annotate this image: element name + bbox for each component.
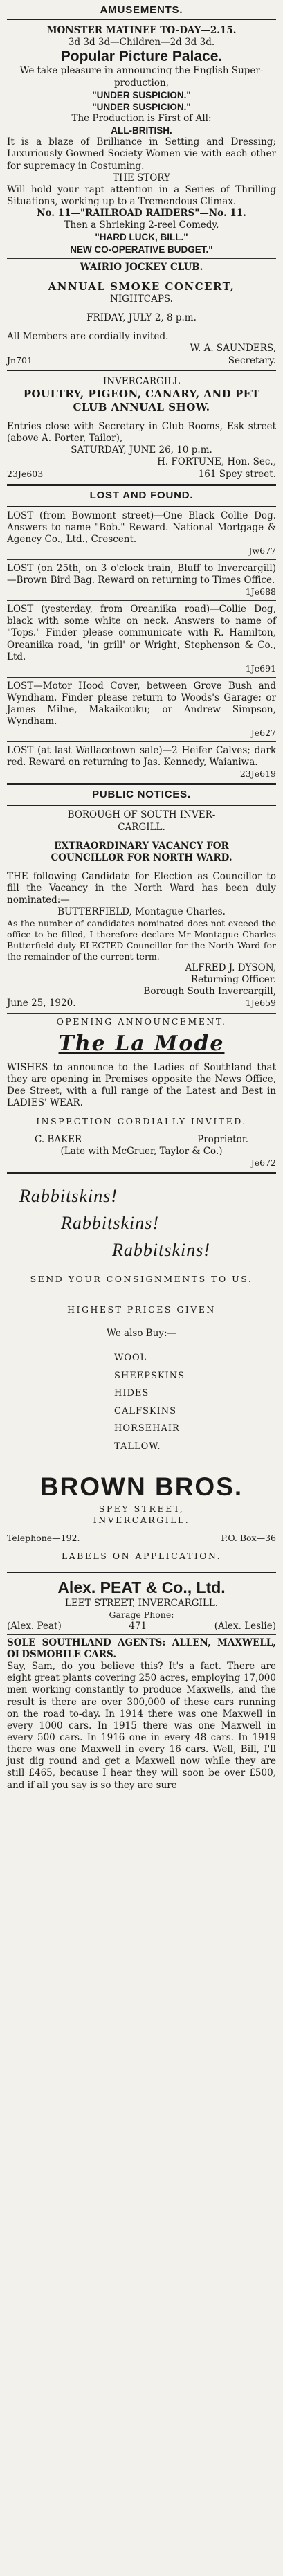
ref-code: Jw677 xyxy=(248,546,276,557)
goods-item: CALFSKINS xyxy=(114,1405,177,1416)
labels-line: LABELS ON APPLICATION. xyxy=(61,1550,222,1561)
opening-line: OPENING ANNOUNCEMENT. xyxy=(56,1016,227,1027)
goods-item: HIDES xyxy=(114,1388,149,1399)
divider xyxy=(7,258,276,259)
officer-place: Borough South Invercargill, xyxy=(143,986,276,998)
inspection-line: INSPECTION CORDIALLY INVITED. xyxy=(36,1116,247,1127)
ref-code: 1Je688 xyxy=(245,586,276,597)
rabbitskins-line: Rabbitskins! xyxy=(61,1213,159,1234)
proprietor-name: C. BAKER xyxy=(35,1133,82,1145)
firm-town: INVERCARGILL. xyxy=(93,1514,190,1525)
prices-line: HIGHEST PRICES GIVEN xyxy=(67,1304,216,1315)
firm-name: BROWN BROS. xyxy=(39,1472,244,1502)
first-line: The Production is First of All: xyxy=(71,113,212,125)
ref-code: Je627 xyxy=(250,728,276,739)
lost-item xyxy=(7,603,276,675)
divider xyxy=(7,1172,276,1174)
borough-name: BOROUGH OF SOUTH INVER- xyxy=(67,809,216,821)
goods-item: SHEEPSKINS xyxy=(114,1370,185,1381)
agents-line: SOLE SOUTHLAND AGENTS: ALLEN, MAXWELL, OLDSMOBILE CARS. xyxy=(7,1637,276,1661)
amusements-heading: AMUSEMENTS. xyxy=(100,4,183,16)
all-british: ALL-BRITISH. xyxy=(111,125,172,136)
secretary-name: H. FORTUNE, Hon. Sec., xyxy=(157,456,276,468)
film-title: "UNDER SUSPICION." xyxy=(92,89,191,100)
phone-number: 471 xyxy=(129,1620,147,1632)
entries-text: Entries close with Secretary in Club Rooms, Esk street (above A. Porter, Tailor), xyxy=(7,420,276,444)
goods-item: WOOL xyxy=(114,1353,147,1364)
vacancy-ward: COUNCILLOR FOR NORTH WARD. xyxy=(51,852,232,863)
goods-item: TALLOW. xyxy=(114,1441,161,1452)
concert-title: ANNUAL SMOKE CONCERT, xyxy=(48,280,235,293)
divider xyxy=(7,1572,276,1574)
public-notices-heading: PUBLIC NOTICES. xyxy=(92,789,191,801)
comedy-line: Then a Shrieking 2-reel Comedy, xyxy=(64,219,219,231)
matinee-prices: 3d 3d 3d—Children—2d 3d 3d. xyxy=(68,37,215,48)
firm-street: LEET STREET, INVERCARGILL. xyxy=(64,1597,219,1609)
divider xyxy=(7,677,276,678)
firm-box: P.O. Box—36 xyxy=(221,1532,276,1543)
goods-item: HORSEHAIR xyxy=(114,1423,180,1434)
divider xyxy=(7,505,276,507)
invite-text: All Members are cordially invited. xyxy=(7,331,169,343)
lost-item-text: LOST (yesterday, from Oreaniika road)—Collie Dog, black with some white on neck. Answers to name of "Tops." Finder please communicate with R. Hamilton, Oreaniika road, 'in grill' or Wright, Stephenson & Co., Ltd. xyxy=(7,604,276,663)
show-date: SATURDAY, JUNE 26, 10 p.m. xyxy=(71,444,212,456)
candidate-name: BUTTERFIELD, Montague Charles. xyxy=(57,906,226,918)
ref-code: 23Je603 xyxy=(7,468,44,479)
show-town: INVERCARGILL xyxy=(102,375,181,387)
notice-para: THE following Candidate for Election as Councillor to fill the Vacancy in the North Ward has been duly nominated:— xyxy=(7,870,276,906)
divider xyxy=(7,559,276,560)
divider xyxy=(7,600,276,601)
ref-code: 1Je659 xyxy=(245,998,276,1009)
proprietor-late: (Late with McGruer, Taylor & Co.) xyxy=(60,1146,223,1158)
picture-palace-ad xyxy=(7,24,276,256)
story-heading: THE STORY xyxy=(113,172,170,183)
divider xyxy=(7,741,276,742)
lost-found-heading: LOST AND FOUND. xyxy=(89,489,194,501)
phone-left: (Alex. Peat) xyxy=(7,1620,62,1632)
ref-code: Je672 xyxy=(250,1158,276,1169)
divider xyxy=(7,783,276,785)
firm-street: SPEY STREET, xyxy=(98,1504,185,1515)
blaze-text: It is a blaze of Brilliance in Setting and Dressing; Luxuriously Gowned Society Women vie with each other for supremacy in Costuming. xyxy=(7,136,276,172)
notice-date: June 25, 1920. xyxy=(7,998,76,1009)
shop-body: WISHES to announce to the Ladies of Southland that they are opening in Premises opposite the News Office, Dee Street, with a full range of the Latest and Best in LADIES' WEAR. xyxy=(7,1061,276,1108)
show-title: POULTRY, PIGEON, CANARY, AND PET CLUB ANNUAL SHOW. xyxy=(23,387,260,413)
la-mode-ad xyxy=(7,1016,276,1170)
matinee-line: MONSTER MATINEE TO-DAY—2.15. xyxy=(46,25,237,37)
concert-place: NIGHTCAPS. xyxy=(110,294,173,305)
wairio-ad xyxy=(7,261,276,368)
rabbitskins-line: Rabbitskins! xyxy=(112,1240,210,1261)
buy-line: We also Buy:— xyxy=(106,1327,177,1339)
divider xyxy=(7,1013,276,1014)
peat-ad xyxy=(7,1577,276,1792)
ref-code: 1Je691 xyxy=(245,663,276,674)
shop-name: The La Mode xyxy=(58,1032,225,1056)
garage-phone-label: Garage Phone: xyxy=(109,1609,174,1620)
rabbitskins-line: Rabbitskins! xyxy=(19,1186,118,1207)
officer-name: ALFRED J. DYSON, xyxy=(185,962,276,973)
lost-item xyxy=(7,744,276,780)
lost-item-text: LOST (from Bowmont street)—One Black Collie Dog. Answers to name "Bob." Reward. National Mortgage & Agency Co., Ltd., Crescent. xyxy=(7,510,276,545)
divider xyxy=(7,1634,276,1635)
send-line: SEND YOUR CONSIGNMENTS TO US. xyxy=(30,1274,253,1285)
divider xyxy=(7,484,276,486)
ref-code: Jn701 xyxy=(7,354,33,366)
lost-item-text: LOST (on 25th, on 3 o'clock train, Bluff to Invercargill)—Brown Bird Bag. Reward on returning to Times Office. xyxy=(7,562,276,586)
borough-notice xyxy=(7,809,276,1010)
phone-right: (Alex. Leslie) xyxy=(214,1620,276,1632)
borough-name-cont: CARGILL. xyxy=(118,821,165,833)
peat-body: Say, Sam, do you believe this? It's a fact. There are eight great plants covering 250 acres, employing 17,000 men working constantly to produce Maxwells, and the result is there are over 300,000 of these cars running on the road to-day. In 1914 there was one Maxwell in every 1000 cars. In 1915 there was one Maxwell in every 500 cars. In 1916 one in every 48 cars. In 1919 there was one Maxwell in every 16 cars. Well, Bill, I'll just dig round and get a Maxwell now while they are still £465, because I hear they will soon be over £500, and if all you say is so they are sure xyxy=(7,1661,276,1791)
notice-para: As the number of candidates nominated does not exceed the office to be filled, I therefore declare Mr Montague Charles Butterfield duly ELECTED Councillor for the North Ward for the remainder of the current term. xyxy=(7,918,276,962)
ref-code: 23Je619 xyxy=(239,768,276,780)
firm-name: Alex. PEAT & Co., Ltd. xyxy=(57,1578,226,1596)
proprietor-role: Proprietor. xyxy=(197,1133,248,1145)
officer-role: Returning Officer. xyxy=(190,974,276,986)
divider xyxy=(7,370,276,372)
lost-item xyxy=(7,680,276,739)
lost-item-text: LOST (at last Wallacetown sale)—2 Heifer Calves; dark red. Reward on returning to Jas. Kennedy, Waianiwa. xyxy=(7,745,276,768)
secretary-name: W. A. SAUNDERS, xyxy=(190,343,276,354)
concert-date: FRIDAY, JULY 2, 8 p.m. xyxy=(86,312,197,324)
poultry-show-ad xyxy=(7,375,276,481)
club-title: WAIRIO JOCKEY CLUB. xyxy=(80,261,203,273)
lost-found-list xyxy=(7,510,276,781)
vacancy-title: EXTRAORDINARY VACANCY FOR xyxy=(54,840,229,852)
secretary-role: Secretary. xyxy=(228,354,276,366)
firm-phone: Telephone—192. xyxy=(7,1532,80,1543)
intro-text: We take pleasure in announcing the English Super-production, xyxy=(19,65,264,89)
budget-line: NEW CO-OPERATIVE BUDGET." xyxy=(70,244,213,255)
story-text: Will hold your rapt attention in a Series of Thrilling Situations, working up to a Tremendous Climax. xyxy=(7,183,276,208)
lost-item-text: LOST—Motor Hood Cover, between Grove Bush and Wyndham. Finder please return to Woods's Garage; or James Milne, Makaikouku; or Andrew Simpson, Wyndham. xyxy=(7,680,276,728)
secretary-address: 161 Spey street. xyxy=(198,468,276,480)
theatre-name: Popular Picture Palace. xyxy=(60,48,223,65)
film-title-repeat: "UNDER SUSPICION." xyxy=(92,101,191,112)
divider xyxy=(7,804,276,806)
comedy-title: "HARD LUCK, BILL." xyxy=(95,232,188,243)
lost-item xyxy=(7,510,276,557)
brown-bros-ad xyxy=(7,1177,276,1569)
railroad-serial: No. 11—"RAILROAD RAIDERS"—No. 11. xyxy=(37,208,246,219)
divider xyxy=(7,19,276,21)
lost-item xyxy=(7,562,276,598)
